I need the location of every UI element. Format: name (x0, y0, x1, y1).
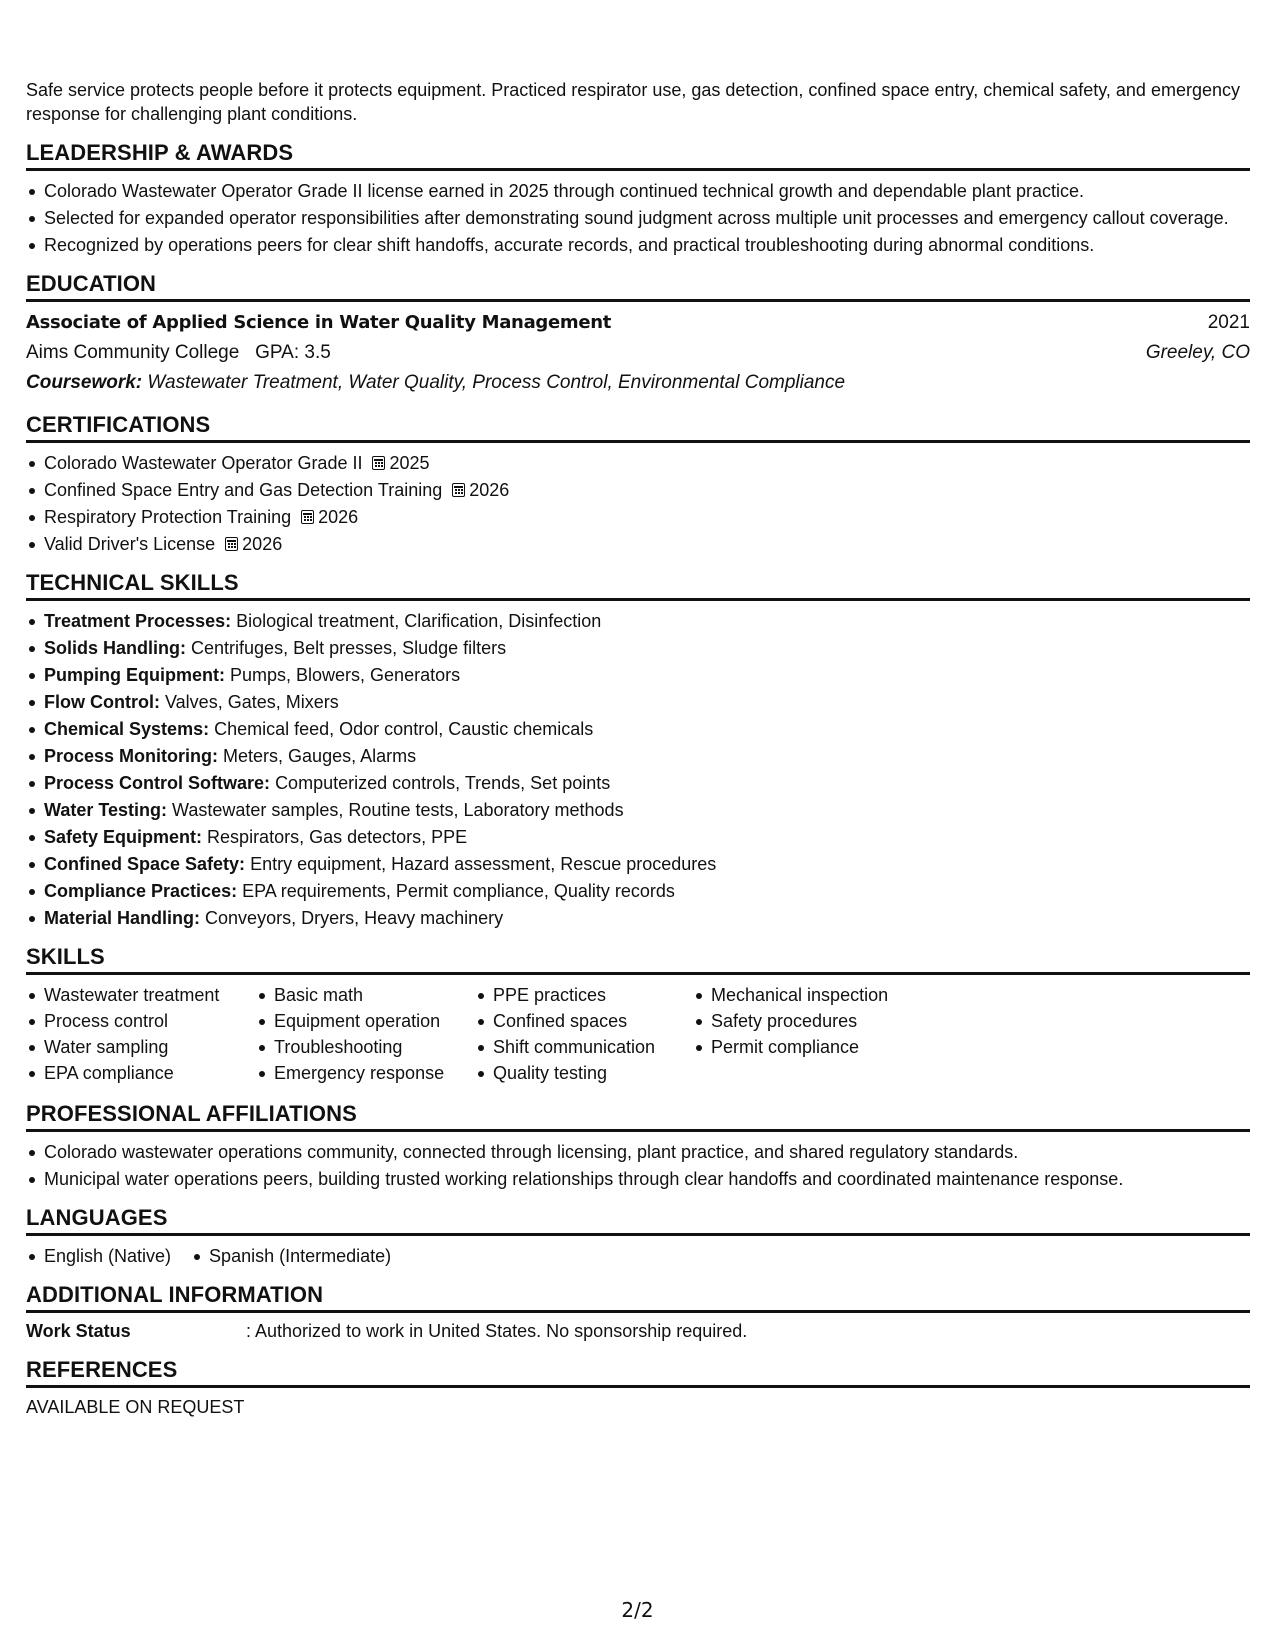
certification-name: Respiratory Protection Training (44, 507, 292, 527)
education-section (26, 271, 1250, 398)
work-status-row (26, 1319, 1250, 1343)
skill-value: Meters, Gauges, Alarms (223, 746, 417, 766)
technical-skill-item (26, 636, 1250, 660)
skill-label: Compliance Practices: (44, 881, 238, 901)
technical-skill-item (26, 663, 1250, 687)
skill-item: Water sampling (26, 1035, 256, 1059)
certification-year: 2026 (242, 534, 283, 554)
skill-label: Pumping Equipment: (44, 665, 225, 685)
certification-year: 2026 (469, 480, 510, 500)
affiliations-list (26, 1140, 1250, 1191)
certifications-section (26, 412, 1250, 556)
skill-value: Valves, Gates, Mixers (165, 692, 339, 712)
work-status-label: Work Status (26, 1321, 131, 1341)
skill-label: Flow Control: (44, 692, 160, 712)
skill-item: Confined spaces (475, 1009, 693, 1033)
technical-skills-list (26, 609, 1250, 930)
list-item: Selected for expanded operator responsibilities after demonstrating sound judgment across multiple unit processes and emergency callout coverage. (26, 206, 1250, 230)
skill-item: Safety procedures (693, 1009, 933, 1033)
skill-item: EPA compliance (26, 1061, 256, 1085)
degree-title: Associate of Applied Science in Water Quality Management (26, 312, 612, 333)
school-location: Greeley, CO (1145, 342, 1250, 363)
certification-item (26, 532, 1250, 556)
intro-paragraph: Safe service protects people before it protects equipment. Practiced respirator use, gas detection, confined space entry, chemical safety, and emergency response for challenging plant conditions. (26, 80, 1240, 124)
skills-column (693, 983, 933, 1087)
skill-item: Mechanical inspection (693, 983, 933, 1007)
leadership-section (26, 140, 1250, 257)
technical-skill-item (26, 852, 1250, 876)
skill-item: Emergency response (256, 1061, 475, 1085)
section-title-technical-skills: TECHNICAL SKILLS (26, 570, 1250, 601)
school-name: Aims Community College (26, 342, 240, 363)
section-title-languages: LANGUAGES (26, 1205, 1250, 1236)
skill-value: Wastewater samples, Routine tests, Laboratory methods (172, 800, 624, 820)
section-title-additional-info: ADDITIONAL INFORMATION (26, 1282, 1250, 1313)
skill-value: EPA requirements, Permit compliance, Quality records (242, 881, 675, 901)
certification-name: Colorado Wastewater Operator Grade II (44, 453, 363, 473)
section-title-skills: SKILLS (26, 944, 1250, 975)
calendar-icon (452, 483, 465, 497)
skill-value: Entry equipment, Hazard assessment, Rescue procedures (250, 854, 717, 874)
skill-value: Pumps, Blowers, Generators (230, 665, 461, 685)
certification-year: 2025 (389, 453, 430, 473)
languages-list (26, 1244, 1250, 1268)
skill-value: Conveyors, Dryers, Heavy machinery (205, 908, 504, 928)
certifications-list (26, 451, 1250, 556)
references-section (26, 1357, 1250, 1419)
skill-label: Safety Equipment: (44, 827, 203, 847)
technical-skill-item (26, 825, 1250, 849)
skill-label: Material Handling: (44, 908, 201, 928)
skill-value: Computerized controls, Trends, Set points (275, 773, 611, 793)
work-status-value: : Authorized to work in United States. No sponsorship required. (246, 1321, 748, 1341)
section-title-certifications: CERTIFICATIONS (26, 412, 1250, 443)
skill-value: Chemical feed, Odor control, Caustic chemicals (214, 719, 594, 739)
technical-skill-item (26, 690, 1250, 714)
gpa: GPA: 3.5 (255, 342, 331, 363)
skill-label: Chemical Systems: (44, 719, 210, 739)
references-text: AVAILABLE ON REQUEST (26, 1397, 245, 1417)
section-title-affiliations: PROFESSIONAL AFFILIATIONS (26, 1101, 1250, 1132)
skill-item: Process control (26, 1009, 256, 1033)
list-item: Recognized by operations peers for clear shift handoffs, accurate records, and practical troubleshooting during abnormal conditions. (26, 233, 1250, 257)
skill-item: Wastewater treatment (26, 983, 256, 1007)
skills-section (26, 944, 1250, 1087)
technical-skill-item (26, 798, 1250, 822)
skill-label: Treatment Processes: (44, 611, 232, 631)
skill-value: Biological treatment, Clarification, Disinfection (236, 611, 602, 631)
language-item: Spanish (Intermediate) (191, 1244, 391, 1268)
languages-section (26, 1205, 1250, 1268)
skill-value: Respirators, Gas detectors, PPE (207, 827, 468, 847)
section-title-references: REFERENCES (26, 1357, 1250, 1388)
skill-label: Process Control Software: (44, 773, 271, 793)
skills-column (26, 983, 256, 1087)
calendar-icon (301, 510, 314, 524)
skill-item: PPE practices (475, 983, 693, 1007)
technical-skill-item (26, 744, 1250, 768)
skill-label: Water Testing: (44, 800, 168, 820)
calendar-icon (372, 456, 385, 470)
skill-item: Equipment operation (256, 1009, 475, 1033)
section-title-leadership: LEADERSHIP & AWARDS (26, 140, 1250, 171)
skill-item: Quality testing (475, 1061, 693, 1085)
skill-item: Troubleshooting (256, 1035, 475, 1059)
technical-skill-item (26, 906, 1250, 930)
skill-label: Confined Space Safety: (44, 854, 246, 874)
school-gpa (26, 338, 331, 368)
list-item: Colorado wastewater operations community, connected through licensing, plant practice, and shared regulatory standards. (26, 1140, 1250, 1164)
language-item: English (Native) (26, 1244, 171, 1268)
technical-skill-item (26, 879, 1250, 903)
skill-item: Shift communication (475, 1035, 693, 1059)
skills-column (256, 983, 475, 1087)
skills-grid (26, 983, 1250, 1087)
resume-page (26, 78, 1250, 1433)
certification-year: 2026 (318, 507, 359, 527)
certification-item (26, 451, 1250, 475)
list-item: Municipal water operations peers, building trusted working relationships through clear handoffs and coordinated maintenance response. (26, 1167, 1250, 1191)
skill-label: Solids Handling: (44, 638, 186, 658)
affiliations-section (26, 1101, 1250, 1191)
coursework-list: Wastewater Treatment, Water Quality, Process Control, Environmental Compliance (147, 372, 846, 393)
section-title-education: EDUCATION (26, 271, 1250, 302)
certification-item (26, 478, 1250, 502)
technical-skill-item (26, 771, 1250, 795)
technical-skill-item (26, 609, 1250, 633)
coursework-row (26, 368, 1250, 398)
skill-item: Permit compliance (693, 1035, 933, 1059)
education-school-row (26, 338, 1250, 368)
certification-name: Valid Driver's License (44, 534, 216, 554)
skill-item: Basic math (256, 983, 475, 1007)
page-number: 2/2 (621, 1598, 654, 1622)
technical-skill-item (26, 717, 1250, 741)
skill-label: Process Monitoring: (44, 746, 219, 766)
certification-item (26, 505, 1250, 529)
additional-info-section (26, 1282, 1250, 1343)
skill-value: Centrifuges, Belt presses, Sludge filters (191, 638, 507, 658)
technical-skills-section (26, 570, 1250, 930)
list-item: Colorado Wastewater Operator Grade II license earned in 2025 through continued technical growth and dependable plant practice. (26, 179, 1250, 203)
education-degree-row (26, 308, 1250, 338)
coursework-label: Coursework: (26, 372, 143, 393)
coursework (26, 368, 845, 398)
calendar-icon (225, 537, 238, 551)
skills-column (475, 983, 693, 1087)
certification-name: Confined Space Entry and Gas Detection Training (44, 480, 443, 500)
graduation-year: 2021 (1207, 312, 1250, 333)
leadership-list (26, 179, 1250, 257)
